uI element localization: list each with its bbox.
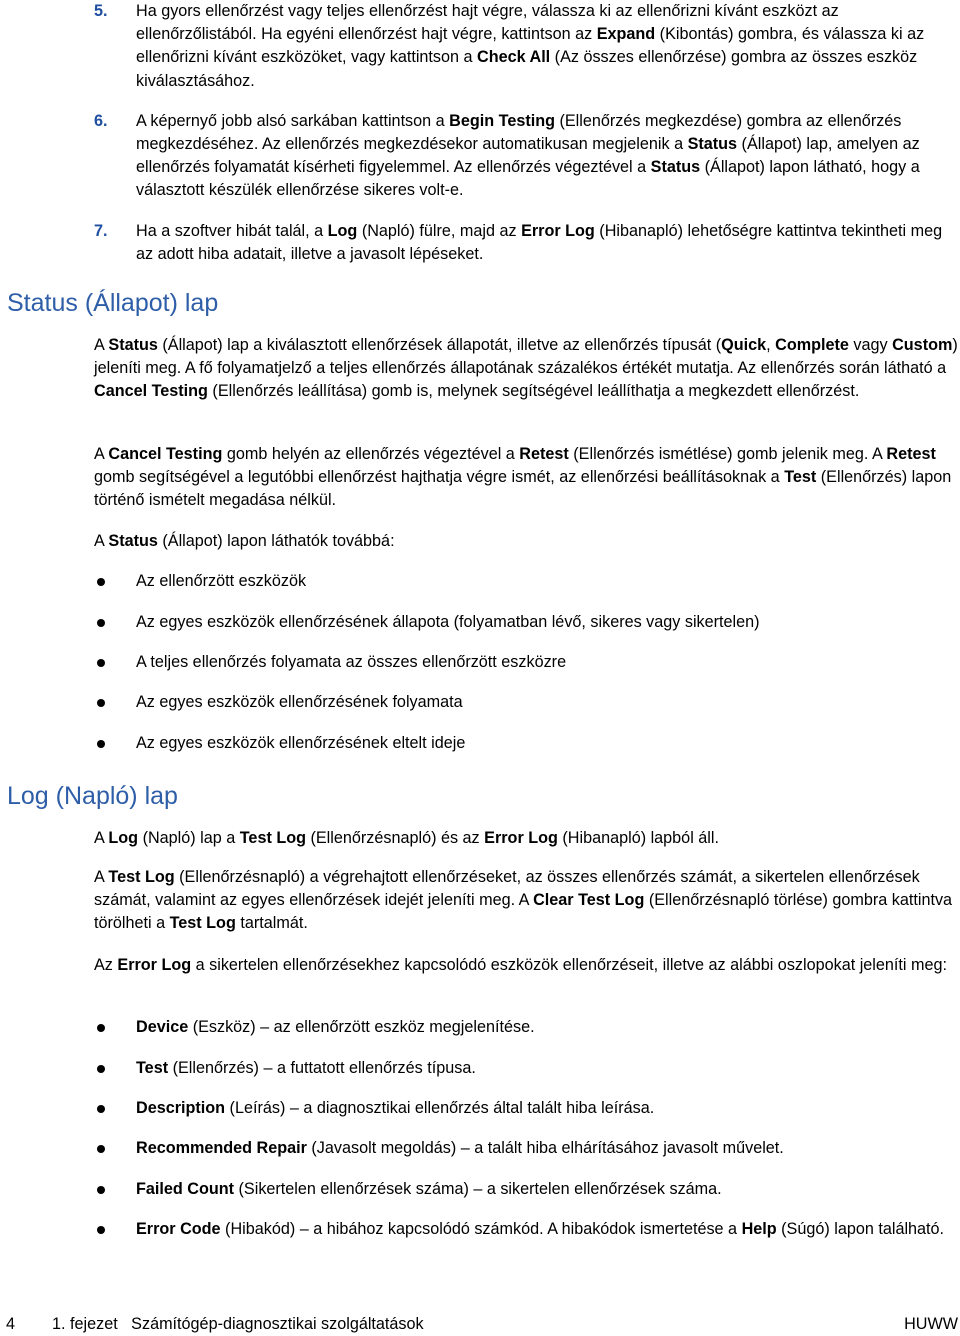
text-run: (Ellenőrzésnapló) és az [306, 829, 485, 847]
bold-term: Log [327, 221, 358, 240]
bold-term: Retest [886, 445, 936, 463]
step-7 [94, 220, 960, 266]
text-run: Az egyes eszközök ellenőrzésének állapota (folyamatban lévő, sikeres vagy sikertelen) [136, 613, 760, 631]
bold-term: Quick [721, 336, 767, 354]
text-run: (Állapot) lap, amelyen az ellenőrzés folyamatát kísérheti figyelemmel. Az ellenőrzés végeztével a [136, 135, 920, 177]
list-item [94, 1057, 960, 1080]
list-item-text [136, 693, 463, 711]
status-paragraph-3 [94, 530, 960, 553]
list-item-text [136, 1139, 784, 1157]
list-item [94, 732, 960, 755]
log-paragraph-2 [94, 866, 960, 936]
paragraph [94, 827, 960, 850]
text-run: tartalmát. [235, 914, 308, 933]
list-item-text [136, 1180, 722, 1198]
list-item [94, 691, 960, 714]
bold-term: Custom [892, 336, 953, 354]
text-run: (Az összes ellenőrzése) gombra az összes eszköz kiválasztásához. [136, 48, 918, 90]
bold-term: Expand [596, 25, 656, 44]
text-run: (Kibontás) gombra, és válassza ki az ellenőrizni kívánt eszközöket, vagy kattintson a [136, 25, 925, 67]
status-paragraph-2 [94, 443, 960, 513]
list-item-text [136, 572, 306, 590]
step-text [136, 0, 960, 93]
text-run: ) jeleníti meg. A fő folyamatjelző a teljes ellenőrzés állapotának százalékos értékét mutatja. Az ellenőrzés során látható a [94, 336, 958, 378]
bullet-dot-icon [97, 1105, 105, 1113]
bullet-dot-icon [97, 578, 105, 586]
text-run: A [94, 532, 109, 550]
chapter-title: 1. fejezet Számítógép-diagnosztikai szolgáltatások [52, 1315, 424, 1333]
list-item-text [136, 1220, 944, 1238]
paragraph [94, 866, 960, 936]
text-run: A teljes ellenőrzés folyamata az összes ellenőrzött eszközre [136, 653, 567, 671]
list-item-text [136, 613, 760, 631]
bullet-dot-icon [97, 1065, 105, 1073]
text-run: A [94, 829, 109, 847]
bold-term: Error Code [136, 1220, 221, 1238]
text-run: Ha gyors ellenőrzést vagy teljes ellenőrzést hajt végre, válassza ki az ellenőrizni kívánt eszközt az ellenőrzőlistából. Ha egyéni ellenőrzést hajt végre, kattintson az [136, 2, 839, 44]
text-run: a sikertelen ellenőrzésekhez kapcsolódó eszközök ellenőrzéseit, illetve az alábbi oszlopokat jeleníti meg: [191, 956, 947, 974]
bullet-dot-icon [97, 1226, 105, 1234]
step-number: 5. [94, 2, 108, 20]
text-run: A képernyő jobb alsó sarkában kattintson a [136, 111, 450, 130]
step-number: 6. [94, 111, 108, 130]
list-item [94, 1137, 960, 1160]
text-run: vagy [848, 336, 893, 354]
log-paragraph-3 [94, 954, 960, 977]
bold-term: Error Log [521, 221, 595, 240]
bullet-dot-icon [97, 699, 105, 707]
text-run: Ha a szoftver hibát talál, a [136, 221, 328, 240]
bold-term: Test [136, 1059, 169, 1077]
bullet-dot-icon [97, 1024, 105, 1032]
list-item [94, 1218, 960, 1241]
bold-term: Check All [477, 48, 551, 67]
step-text [136, 220, 960, 266]
bold-term: Clear Test Log [533, 891, 645, 910]
text-run: (Napló) fülre, majd az [357, 221, 522, 240]
list-item-text [136, 1018, 535, 1036]
bold-term: Status [108, 336, 158, 354]
bold-term: Begin Testing [449, 111, 555, 130]
text-run: (Ellenőrzésnapló törlése) gombra kattintva törölheti a [94, 891, 953, 933]
log-paragraph-1 [94, 827, 960, 850]
text-run: A [94, 868, 109, 886]
bold-term: Error Log [484, 829, 558, 847]
list-item-text [136, 1059, 476, 1077]
bullet-dot-icon [97, 619, 105, 627]
text-run: (Ellenőrzés megkezdése) gombra az ellenőrzés megkezdéséhez. Az ellenőrzés megkezdésekor automatikusan megjelenik a [136, 111, 902, 154]
text-run: (Eszköz) – az ellenőrzött eszköz megjelenítése. [188, 1018, 535, 1036]
page-number: 4 [6, 1315, 16, 1333]
bullet-dot-icon [97, 1145, 105, 1153]
bullet-dot-icon [97, 1186, 105, 1194]
text-run: (Ellenőrzés leállítása) gomb is, melynek segítségével leállíthatja a megkezdett ellenőrzést. [207, 382, 860, 401]
list-item-text [136, 734, 465, 752]
bold-term: Log [108, 829, 139, 847]
text-run: (Javasolt megoldás) – a talált hiba elhárításához javasolt művelet. [306, 1139, 784, 1157]
text-run: (Ellenőrzés) lapon történő ismételt megadása nélkül. [94, 468, 952, 510]
list-item [94, 651, 960, 674]
list-item-text [136, 653, 566, 671]
bold-term: Error Log [117, 956, 192, 974]
bold-term: Device [136, 1018, 189, 1036]
paragraph [94, 443, 960, 513]
step-5 [94, 0, 960, 93]
bold-term: Status [650, 158, 701, 177]
text-run: gomb segítségével a legutóbbi ellenőrzést hajthatja végre ismét, az ellenőrzési beállításoknak a [94, 468, 785, 487]
list-item-text [136, 1099, 654, 1117]
text-run: (Leírás) – a diagnosztikai ellenőrzés által talált hiba leírása. [225, 1099, 655, 1117]
text-run: (Sikertelen ellenőrzések száma) – a sikertelen ellenőrzések száma. [234, 1180, 722, 1198]
text-run: Az ellenőrzött eszközök [136, 572, 307, 590]
bold-term: Status [687, 135, 738, 154]
bold-term: Recommended Repair [136, 1139, 307, 1157]
list-item [94, 570, 960, 593]
text-run: (Hibanapló) lehetőségre kattintva tekintheti meg az adott hiba adatait, illetve a javasolt lépéseket. [136, 221, 943, 263]
bold-term: Status [108, 532, 158, 550]
text-run: A [94, 336, 109, 354]
text-run: (Ellenőrzés ismétlése) gomb jelenik meg. A [568, 445, 887, 463]
step-text [136, 110, 960, 203]
text-run: (Állapot) lap a kiválasztott ellenőrzések állapotát, illetve az ellenőrzés típusát ( [157, 336, 722, 354]
bold-term: Complete [775, 336, 849, 354]
text-run: , [766, 336, 776, 354]
status-section-title: Status (Állapot) lap [7, 289, 219, 317]
text-run: Az [94, 956, 118, 974]
text-run: (Ellenőrzésnapló) a végrehajtott ellenőrzéseket, az összes ellenőrzés számát, a sikertelen ellenőrzések számát, valamint az egyes ellenőrzések idejét jeleníti meg. A [94, 868, 920, 910]
text-run: (Hibanapló) lapból áll. [557, 829, 719, 847]
text-run: gomb helyén az ellenőrzés végeztével a [222, 445, 520, 463]
bold-term: Help [741, 1220, 777, 1238]
text-run: Az egyes eszközök ellenőrzésének eltelt ideje [136, 734, 466, 752]
bold-term: Test Log [108, 868, 175, 886]
bold-term: Cancel Testing [108, 445, 223, 463]
log-section-title: Log (Napló) lap [7, 782, 178, 810]
paragraph [94, 530, 960, 553]
document-code: HUWW [904, 1315, 958, 1333]
bold-term: Test Log [169, 914, 236, 933]
step-6 [94, 110, 960, 203]
text-run: Az egyes eszközök ellenőrzésének folyamata [136, 693, 463, 711]
text-run: A [94, 445, 109, 463]
list-item [94, 1097, 960, 1120]
text-run: (Állapot) lapon látható, hogy a választott készülék ellenőrzése sikeres volt-e. [136, 158, 920, 200]
paragraph [94, 334, 960, 404]
list-item [94, 1016, 960, 1039]
text-run: (Állapot) lapon láthatók továbbá: [157, 532, 395, 550]
step-number: 7. [94, 221, 108, 240]
text-run: (Napló) lap a [138, 829, 240, 847]
list-item [94, 1178, 960, 1201]
text-run: (Ellenőrzés) – a futtatott ellenőrzés típusa. [168, 1059, 476, 1077]
list-item [94, 611, 960, 634]
bold-term: Description [136, 1099, 226, 1117]
bold-term: Cancel Testing [94, 382, 208, 401]
bold-term: Retest [519, 445, 569, 463]
text-run: (Hibakód) – a hibához kapcsolódó számkód. A hibakódok ismertetése a [220, 1220, 742, 1238]
numbered-steps [94, 0, 960, 283]
bullet-dot-icon [97, 659, 105, 667]
bold-term: Failed Count [136, 1180, 235, 1198]
bold-term: Test Log [239, 829, 306, 847]
paragraph [94, 954, 960, 977]
status-paragraph-1 [94, 334, 960, 404]
text-run: (Súgó) lapon található. [776, 1220, 945, 1238]
bullet-dot-icon [97, 740, 105, 748]
page-footer [0, 1312, 960, 1336]
bold-term: Test [784, 468, 817, 487]
